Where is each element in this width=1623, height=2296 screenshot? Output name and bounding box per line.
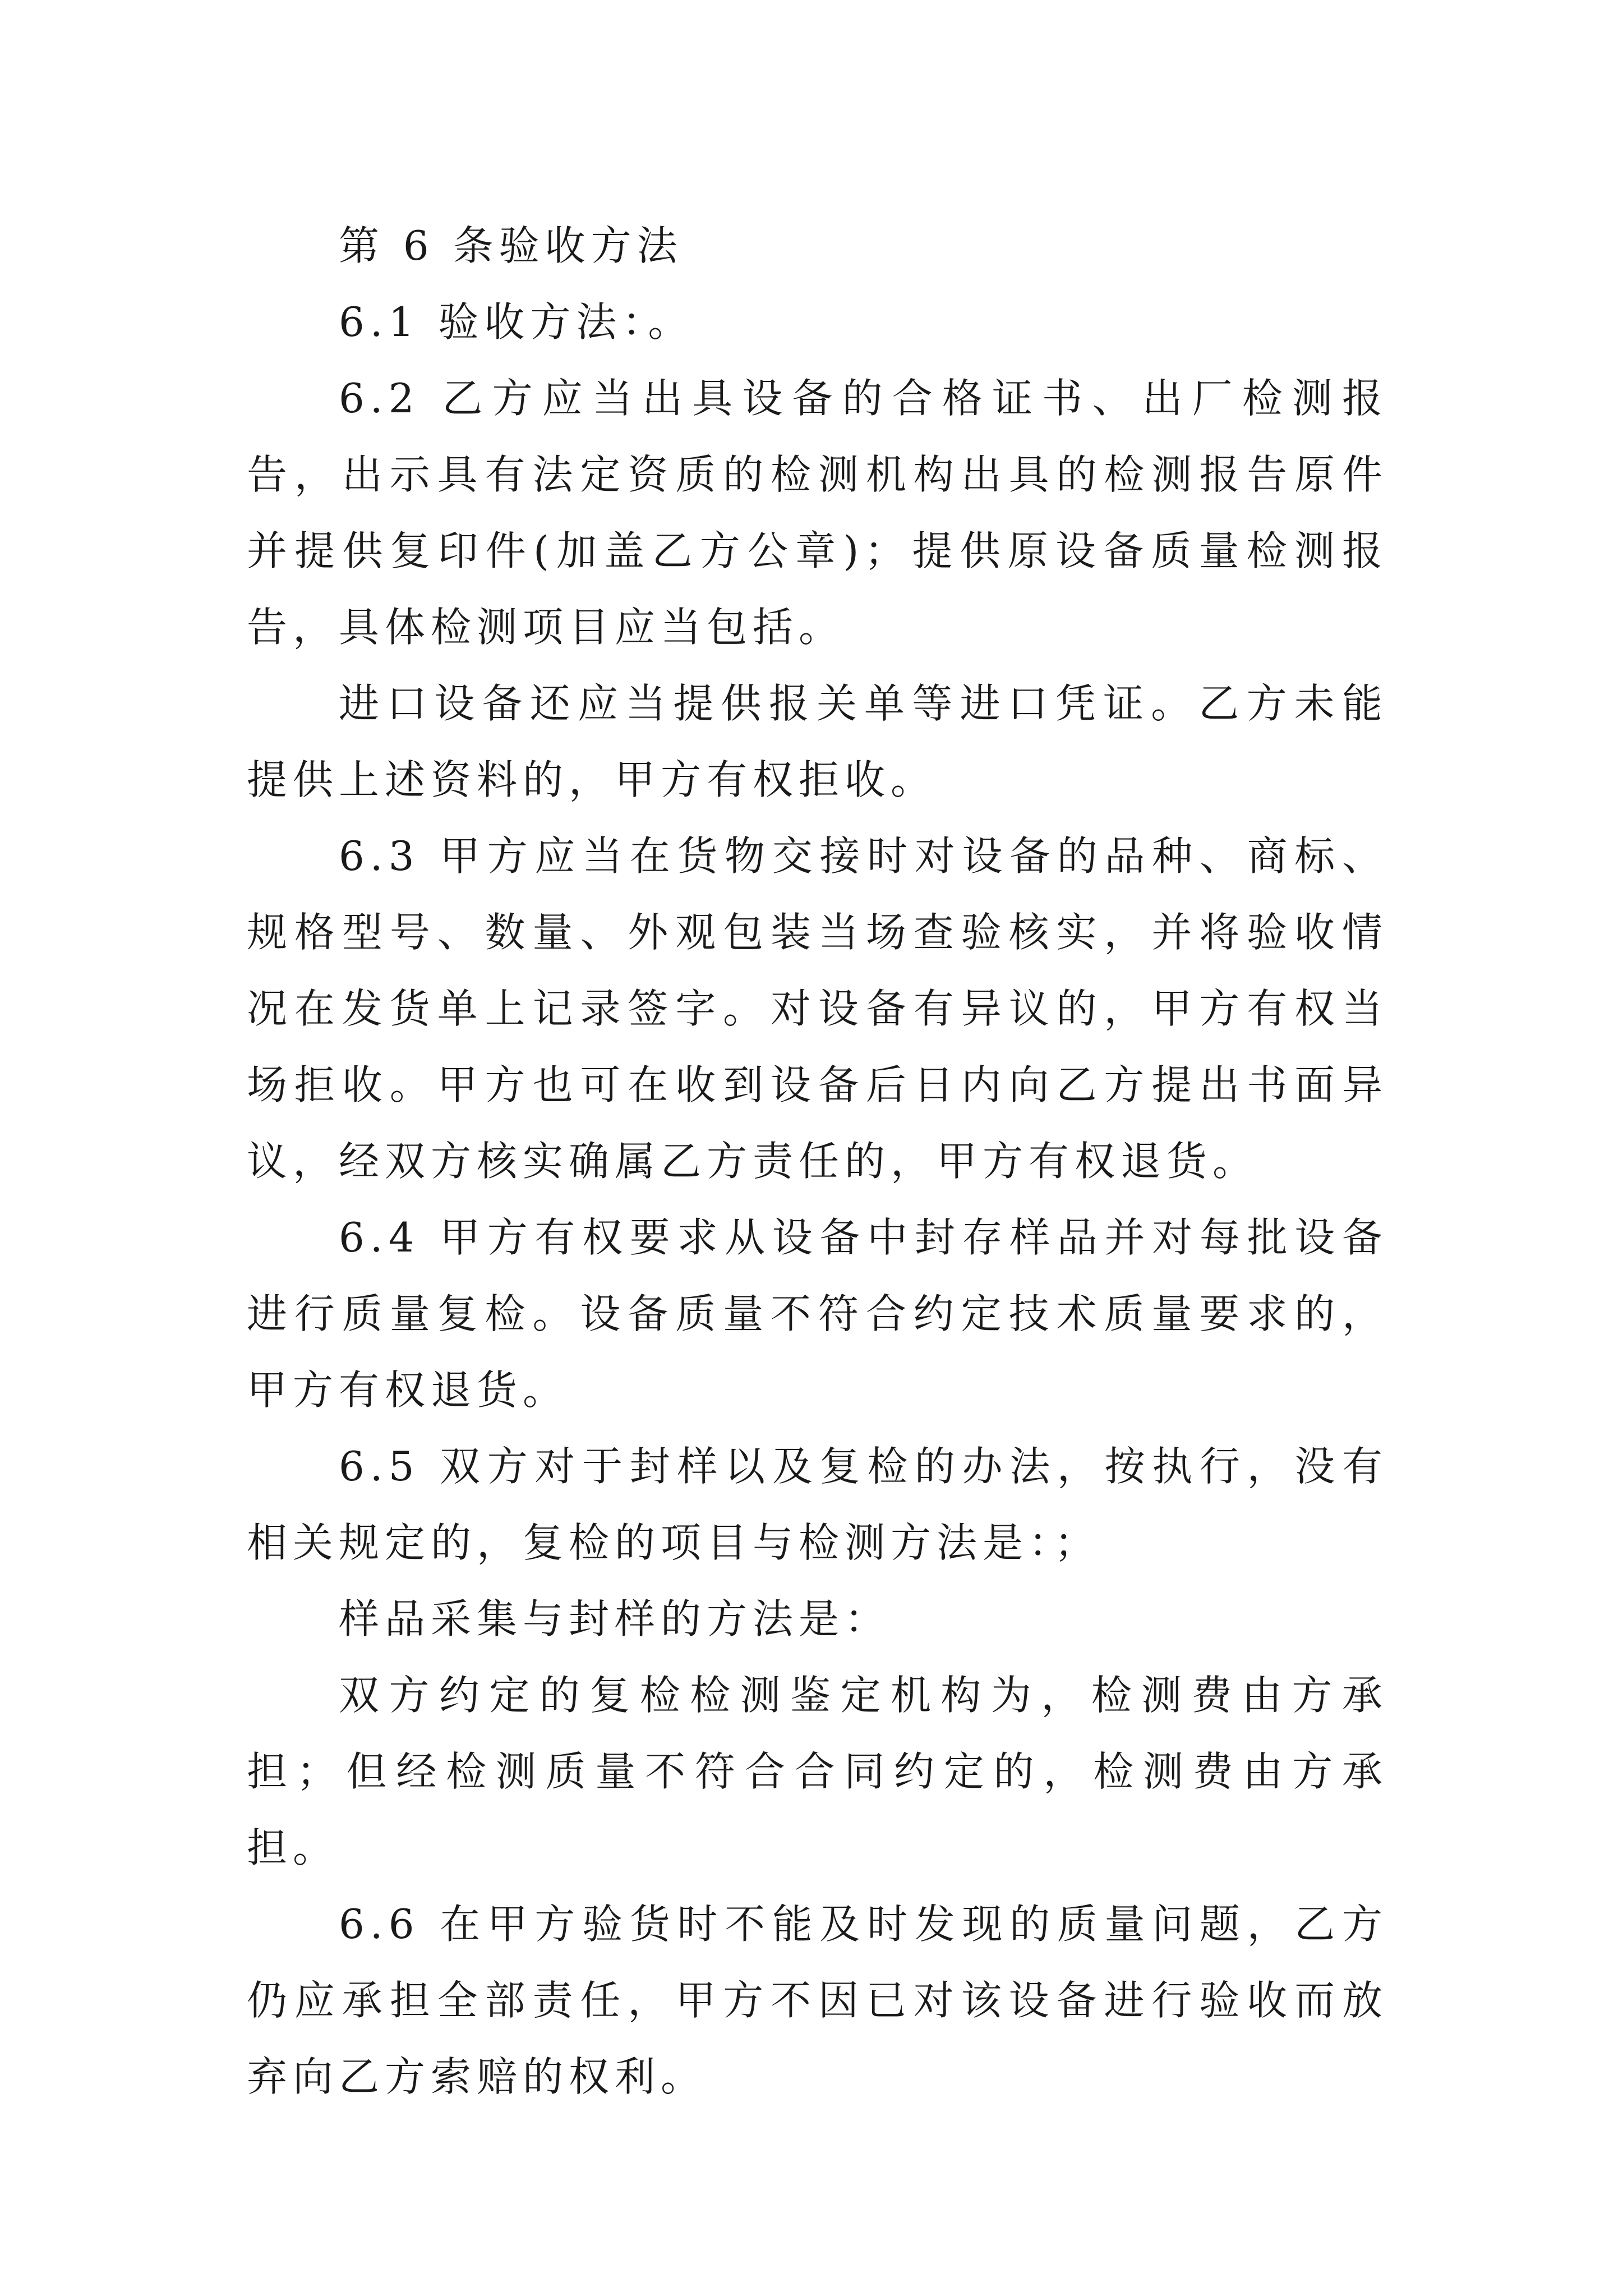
clause-6-3: 6.3 甲方应当在货物交接时对设备的品种、商标、规格型号、数量、外观包装当场查验核实，并将验收情况在发货单上记录签字。对设备有异议的，甲方有权当场拒收。甲方也可在收到设备后日内向乙方提出书面异议，经双方核实确属乙方责任的，甲方有权退货。 — [247, 832, 1388, 1185]
clause-6-2: 6.2 乙方应当出具设备的合格证书、出厂检测报告，出示具有法定资质的检测机构出具的检测报告原件并提供复印件(加盖乙方公章)；提供原设备质量检测报告，具体检测项目应当包括。 — [247, 375, 1388, 651]
clause-6-2-import-note: 进口设备还应当提供报关单等进口凭证。乙方未能提供上述资料的，甲方有权拒收。 — [247, 680, 1388, 803]
clause-6-4: 6.4 甲方有权要求从设备中封存样品并对每批设备进行质量复检。设备质量不符合约定技术质量要求的，甲方有权退货。 — [247, 1214, 1388, 1414]
clause-6-5-sampling: 样品采集与封样的方法是： — [339, 1595, 891, 1642]
clause-6-1: 6.1 验收方法：。 — [339, 298, 694, 346]
document-body — [247, 208, 1388, 2115]
clause-6-6: 6.6 在甲方验货时不能及时发现的质量问题，乙方仍应承担全部责任，甲方不因已对该设备进行验收而放弃向乙方索赔的权利。 — [247, 1901, 1388, 2100]
section-heading: 第 6 条验收方法 — [339, 222, 683, 269]
clause-6-5-agency: 双方约定的复检检测鉴定机构为，检测费由方承担；但经检测质量不符合合同约定的，检测费由方承担。 — [247, 1672, 1388, 1871]
clause-6-5: 6.5 双方对于封样以及复检的办法，按执行，没有相关规定的，复检的项目与检测方法是：； — [247, 1443, 1388, 1566]
